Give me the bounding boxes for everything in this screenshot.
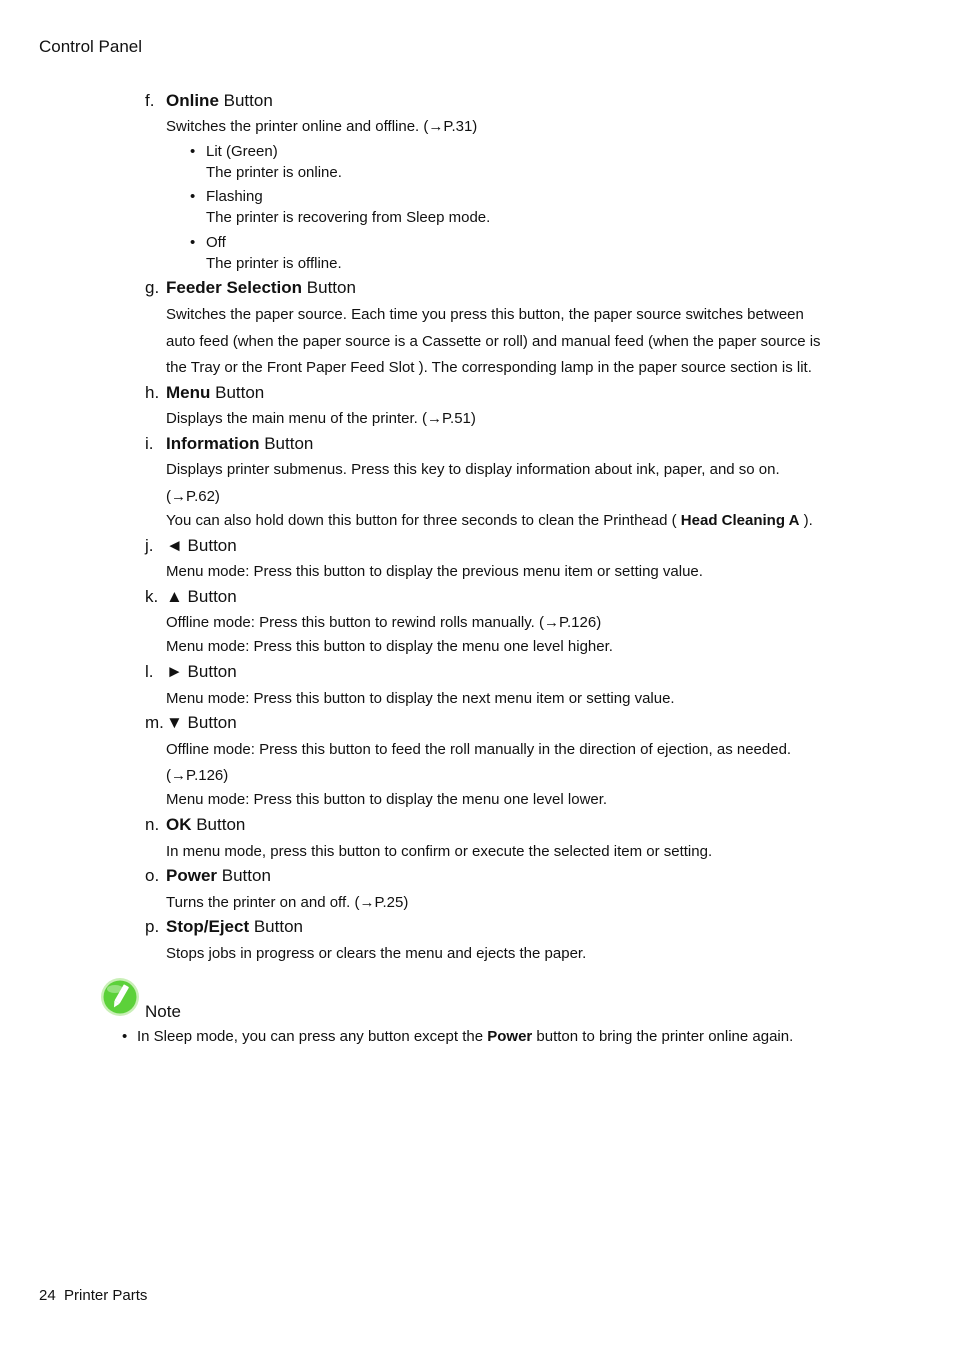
bullet-head: • Off	[190, 234, 226, 251]
item-title-left-arrow: j. ◄ Button	[145, 536, 237, 555]
item-title-ok: n. OK Button	[145, 815, 246, 834]
item-desc: Switches the paper source. Each time you press this button, the paper source switches between	[166, 306, 804, 323]
item-title-feeder-selection: g. Feeder Selection Button	[145, 278, 356, 297]
item-title-stop-eject: p. Stop/Eject Button	[145, 917, 303, 936]
note-label: Note	[145, 1002, 181, 1021]
bullet-body: The printer is online.	[206, 164, 342, 181]
pencil-note-icon	[100, 977, 140, 1017]
item-desc: Displays the main menu of the printer. (→P.51)	[166, 410, 476, 427]
item-desc: Turns the printer on and off. (→P.25)	[166, 894, 409, 911]
item-desc: Menu mode: Press this button to display the next menu item or setting value.	[166, 690, 675, 707]
page-header-section: Control Panel	[39, 37, 143, 56]
page-footer: 24 Printer Parts	[39, 1287, 148, 1304]
item-title-up-arrow: k. ▲ Button	[145, 587, 237, 606]
item-title-right-arrow: l. ► Button	[145, 662, 237, 681]
bullet-body: The printer is offline.	[206, 255, 342, 272]
item-title-information: i. Information Button	[145, 434, 314, 453]
note-bullet: • In Sleep mode, you can press any button except the Power button to bring the printer online again.	[122, 1028, 794, 1045]
item-desc: Stops jobs in progress or clears the menu and ejects the paper.	[166, 945, 587, 962]
item-desc: the Tray or the Front Paper Feed Slot ). The corresponding lamp in the paper source section is lit.	[166, 359, 812, 376]
item-desc: Offline mode: Press this button to feed the roll manually in the direction of ejection, as needed.	[166, 741, 792, 758]
item-desc: Offline mode: Press this button to rewind rolls manually. (→P.126)	[166, 614, 602, 631]
item-title-down-arrow: m. ▼ Button	[145, 713, 237, 732]
item-desc: Switches the printer online and offline. (→P.31)	[166, 118, 478, 135]
bullet-head: • Flashing	[190, 188, 263, 205]
item-desc: (→P.62)	[166, 488, 220, 505]
item-desc: auto feed (when the paper source is a Cassette or roll) and manual feed (when the paper source is	[166, 333, 821, 350]
item-title-power: o. Power Button	[145, 866, 271, 885]
item-desc: (→P.126)	[166, 767, 229, 784]
bullet-head: • Lit (Green)	[190, 143, 278, 160]
item-title-menu: h. Menu Button	[145, 383, 265, 402]
item-desc: Menu mode: Press this button to display the menu one level higher.	[166, 638, 613, 655]
item-desc: Menu mode: Press this button to display the previous menu item or setting value.	[166, 563, 703, 580]
item-desc: Menu mode: Press this button to display the menu one level lower.	[166, 791, 608, 808]
item-desc: In menu mode, press this button to confirm or execute the selected item or setting.	[166, 843, 713, 860]
bullet-body: The printer is recovering from Sleep mode.	[206, 209, 491, 226]
item-desc: Displays printer submenus. Press this key to display information about ink, paper, and so on.	[166, 461, 780, 478]
item-title-online: f. Online Button	[145, 91, 273, 110]
item-desc-extra: You can also hold down this button for three seconds to clean the Printhead ( Head Cleaning A ).	[166, 512, 813, 529]
